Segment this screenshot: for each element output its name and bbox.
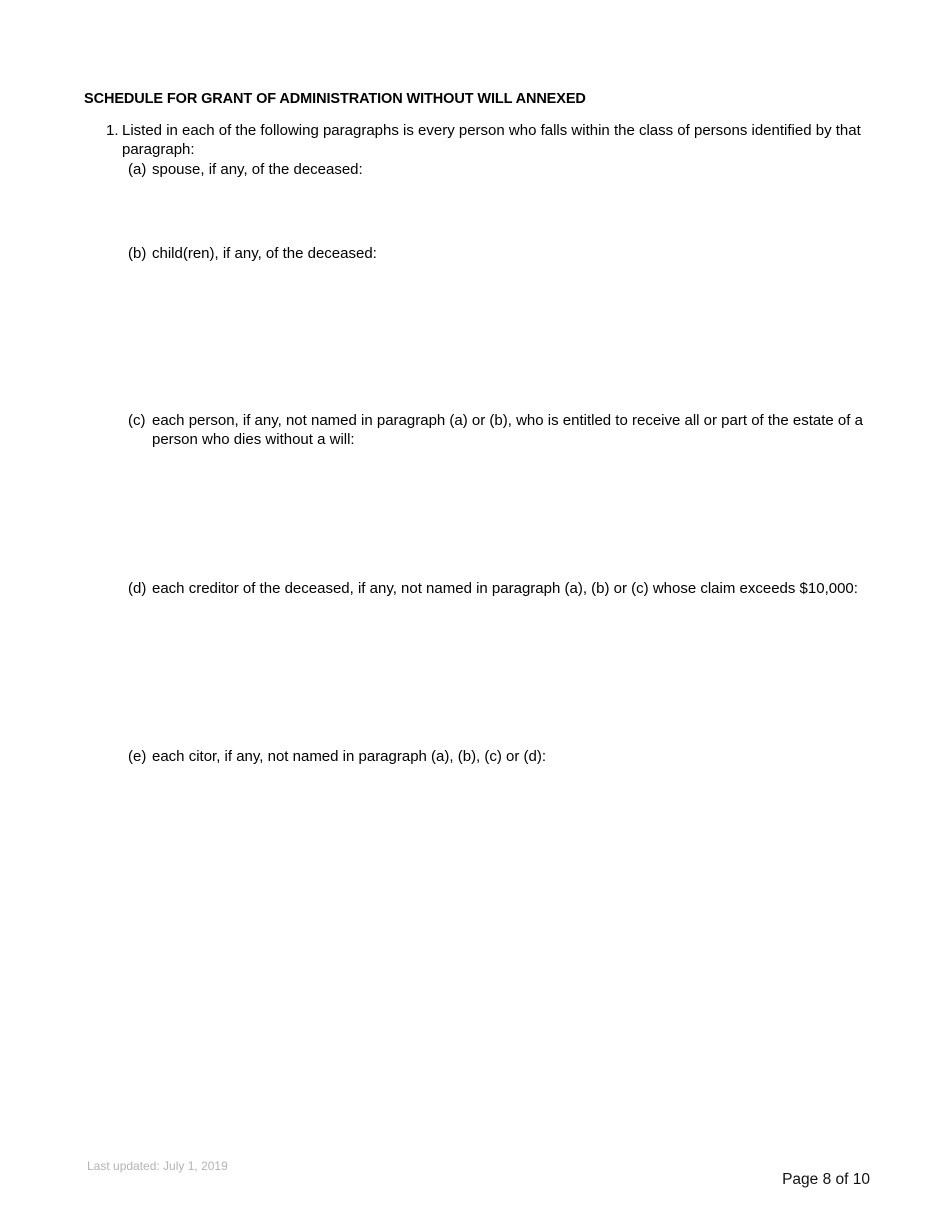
schedule-heading: SCHEDULE FOR GRANT OF ADMINISTRATION WITHOUT WILL ANNEXED [84, 91, 586, 107]
list-item-text: Listed in each of the following paragraphs is every person who falls within the class of persons identified by that paragraph: [122, 122, 861, 158]
last-updated-note: Last updated: July 1, 2019 [87, 1159, 228, 1173]
paragraph-text: each person, if any, not named in paragraph (a) or (b), who is entitled to receive all or part of the estate of a person who dies without a will: [152, 412, 863, 448]
paragraph-label: (b) [128, 245, 147, 262]
paragraph-text: each creditor of the deceased, if any, not named in paragraph (a), (b) or (c) whose claim exceeds $10,000: [152, 580, 858, 597]
list-item-1 [106, 122, 876, 159]
paragraph-label: (e) [128, 748, 147, 765]
paragraph-c [128, 411, 873, 449]
paragraph-b [128, 244, 873, 263]
paragraph-text: child(ren), if any, of the deceased: [152, 245, 377, 262]
paragraph-text: spouse, if any, of the deceased: [152, 161, 363, 178]
paragraph-d [128, 579, 873, 598]
page-number: Page 8 of 10 [782, 1171, 870, 1188]
paragraph-a [128, 160, 873, 179]
paragraph-label: (d) [128, 580, 147, 597]
paragraph-e [128, 747, 873, 766]
list-item-number: 1. [106, 122, 119, 139]
paragraph-label: (a) [128, 161, 147, 178]
paragraph-label: (c) [128, 412, 146, 429]
paragraph-text: each citor, if any, not named in paragraph (a), (b), (c) or (d): [152, 748, 547, 765]
